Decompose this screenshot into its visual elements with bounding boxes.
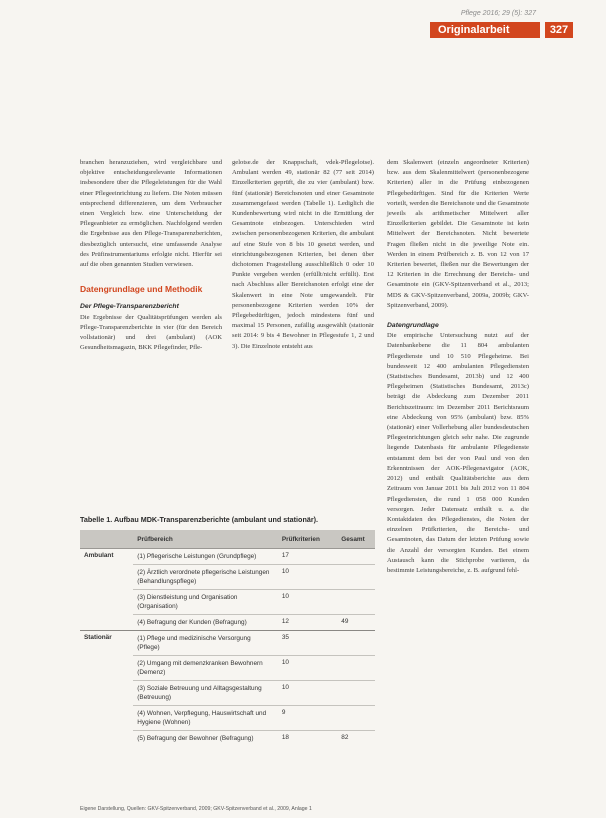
area-label: Ambulant — [80, 549, 133, 631]
kriterien-cell: 18 — [278, 731, 337, 747]
kriterien-cell: 10 — [278, 565, 337, 590]
section-label: Originalarbeit — [430, 22, 540, 38]
kriterien-cell: 10 — [278, 590, 337, 615]
table-header-row — [80, 530, 375, 549]
table-header-cell: Gesamt — [337, 530, 375, 549]
kriterien-cell: 10 — [278, 656, 337, 681]
pruefbereich-cell: (3) Dienstleistung und Organisation (Organisation) — [133, 590, 278, 615]
kriterien-cell: 10 — [278, 681, 337, 706]
paragraph: branchen heranzuziehen, wird vergleichbare und objektive entscheidungsrelevante Informationen insbesondere über die Pflegeleistungen für die Wahl einer Pflegeeinrichtung zu liefern. Die Noten müssen entsprechend differenzieren, um dem Verbraucher einen Vergleich bzw. eine Unterscheidung der Pflegeanbieter zu ermöglichen. Nachfolgend werden die Ergebnisse aus den Pflege-Transparenzberichten, diesbezüglich untersucht, eine umfassende Analyse des Prüfinstrumentariums erfolgte nicht. Hierfür sei auf die oben genannten Studien verwiesen. — [80, 159, 222, 269]
text-column-2 — [232, 158, 374, 352]
kriterien-cell: 9 — [278, 706, 337, 731]
table-source-note: Eigene Darstellung, Quellen: GKV-Spitzenverband, 2009; GKV-Spitzenverband et al., 2009, Anlage 1 — [80, 806, 312, 812]
transparency-table — [80, 530, 375, 746]
gesamt-cell — [337, 706, 375, 731]
paragraph: gelotse.de der Knappschaft, vdek-Pflegelotse). Ambulant werden 49, stationär 82 (77 seit 2014) Einzelkriterien geprüft, die zu vier (ambulant) bzw. fünf (stationär) Bereichsnoten und einer Gesamtnote zusammengefasst werden (Tabelle 1). Lediglich die Kundenbewertung wird nicht in die Ermittlung der Gesamtnote einbezogen. Unterschieden wird zwischen personenbezogenen Kriterien, die ambulant auf eine Stufe von 8 bis 10 gesetzt werden, und einrichtungsbezogenen Kriterien, bei denen über dichotomen Fragestellung ausschließlich 0 oder 10 Punkte vergeben werden (erfüllt/nicht erfüllt). Erst nach Abschluss aller Bereichsnoten erfolgt eine der Skalenwert in eine Note umgewandelt. Für personenbezogene Kriterien werden 10% der Pflegebedürftigen, jedoch mindestens fünf und maximal 15 Personen, zufällig ausgewählt (stationär seit 2014: 9 bis 4 Bewohner in Pflegestufe 1, 2 und 3). Die Einzelnote entsteht aus — [232, 159, 374, 350]
gesamt-cell — [337, 565, 375, 590]
paragraph: Die Ergebnisse der Qualitätsprüfungen werden als Pflege-Transparenzberichte in vier (für den Bereich vollstationär) und drei (ambulant) (AOK Gesundheitsmagazin, BKK Pflegefinder, Pfle- — [80, 313, 222, 352]
gesamt-cell: 49 — [337, 615, 375, 631]
gesamt-cell — [337, 681, 375, 706]
table-title: Tabelle 1. Aufbau MDK-Transparenzberichte (ambulant und stationär). — [80, 515, 319, 524]
page-number: 327 — [545, 22, 573, 38]
section-heading: Datengrundlage und Methodik — [80, 284, 203, 295]
kriterien-cell: 12 — [278, 615, 337, 631]
pruefbereich-cell: (5) Befragung der Bewohner (Befragung) — [133, 731, 278, 747]
pruefbereich-cell: (1) Pflegerische Leistungen (Grundpflege) — [133, 549, 278, 565]
pruefbereich-cell: (4) Wohnen, Verpflegung, Hauswirtschaft und Hygiene (Wohnen) — [133, 706, 278, 731]
text-column-1 — [80, 158, 222, 353]
text-column-3 — [387, 158, 529, 576]
subsection-heading: Der Pflege-Transparenzbericht — [80, 303, 179, 311]
gesamt-cell: 82 — [337, 731, 375, 747]
gesamt-cell — [337, 549, 375, 565]
kriterien-cell: 17 — [278, 549, 337, 565]
table-header-cell: Prüfkriterien — [278, 530, 337, 549]
paragraph: dem Skalenwert (einzeln angeordneter Kriterien) bzw. aus dem Skalenmittelwert (personenbezogene Kriterien) aller in die Prüfung einbezogenen Pflegebedürftigen. Sind für die Kriterien Werte vorteilt, werden die Bereichsnote und die Gesamtnote jeweils als arithmetischer Mittelwert aller Einzelkriterien gebildet. Die Gesamtnote ist kein Mittelwert der Bereichsnoten. Nicht bewertete Fragen fließen nicht in die jeweilige Note ein. Werden in einem Prüfbereich z. B. von 12 von 17 Kriterien bewertet, fließen nur die Bewertungen der 12 Kriterien in die Errechnung der Bereichs- und Gesamtnote ein (GKV-Spitzenverband et al., 2013; MDS & GKV-Spitzenverband, 2009a, 2009b; GKV-Spitzenverband, 2009). — [387, 159, 529, 309]
pruefbereich-cell: (2) Ärztlich verordnete pflegerische Leistungen (Behandlungspflege) — [133, 565, 278, 590]
pruefbereich-cell: (1) Pflege und medizinische Versorgung (Pflege) — [133, 631, 278, 656]
gesamt-cell — [337, 656, 375, 681]
table-row — [80, 631, 375, 656]
table-row — [80, 549, 375, 565]
subsection-heading: Datengrundlage — [387, 322, 439, 330]
pruefbereich-cell: (4) Befragung der Kunden (Befragung) — [133, 615, 278, 631]
pruefbereich-cell: (2) Umgang mit demenzkranken Bewohnern (Demenz) — [133, 656, 278, 681]
gesamt-cell — [337, 590, 375, 615]
table-header-cell — [80, 530, 133, 549]
paragraph: Die empirische Untersuchung nutzt auf der Datenbankebene die 11 804 ambulanten Pflegedienste und 10 510 Pflegeheime. Bei bundesweit 12 400 ambulanten Pflegediensten (Statistisches Bundesamt, 2013b) und 12 400 Pflegeheimen (Statistisches Bundesamt, 2013c) beträgt die Abdeckung zum Dezember 2011 Berichtszeitraum: im Dezember 2011 Berichtsraum eine Abdeckung von 95% (ambulant) bzw. 85% (stationär) einer Vollerhebung aller bundesdeutschen Pflegeeinrichtungen gleich sehr nahe. Die zugrunde liegende Datenbasis für ambulante Pflegedienste entstammt dem bei der von Paul und von den Erkenntnissen der AOK-Pflegenavigator (AOK, 2012) und enthält Qualitätsberichte aus dem Zeitraum von Januar 2011 bis Juli 2012 von 11 804 Pflegediensten, die rund 1 058 000 Kunden versorgen. Jeder Datensatz enthält u. a. die Kontaktdaten des Pflegedienstes, die Noten der einzelnen Prüfkriterien, die Bereichs- und Gesamtnoten, das Datum der letzten Prüfung sowie die Anzahl der versorgten Kunden. Bei einem Austausch kann die Stichprobe variieren, da bestimmte Leistungsbereiche, z. B. aufgrund fehl- — [387, 332, 529, 574]
kriterien-cell: 35 — [278, 631, 337, 656]
journal-citation: Pflege 2016; 29 (5): 327 — [460, 10, 536, 17]
gesamt-cell — [337, 631, 375, 656]
pruefbereich-cell: (3) Soziale Betreuung und Alltagsgestaltung (Betreuung) — [133, 681, 278, 706]
area-label: Stationär — [80, 631, 133, 747]
table-header-cell: Prüfbereich — [133, 530, 278, 549]
